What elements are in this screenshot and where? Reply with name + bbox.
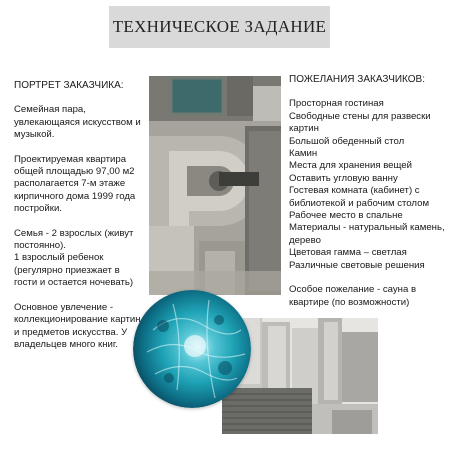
client-portrait-heading: ПОРТРЕТ ЗАКАЗЧИКА: [14, 80, 124, 91]
page-title: ТЕХНИЧЕСКОЕ ЗАДАНИЕ [112, 17, 327, 36]
wish-item: Гостевая комната (кабинет) с библиотекой и рабочим столом [289, 185, 430, 209]
client-wishes-heading: ПОЖЕЛАНИЯ ЗАКАЗЧИКОВ: [289, 74, 425, 85]
title-band [109, 6, 330, 48]
wish-item: Места для хранения вещей [289, 160, 412, 172]
wish-item: Свободные стены для развески картин [289, 110, 431, 135]
wish-item: Цветовая гамма – светлая [289, 247, 407, 259]
wish-item: Камин [289, 148, 318, 160]
wish-item: Просторная гостиная [289, 98, 384, 110]
wish-item: Различные световые решения [289, 259, 425, 271]
wish-item: Рабочее место в спальне [289, 210, 403, 222]
special-wish: Особое пожелание - сауна в квартире (по возможности) [289, 284, 417, 308]
client-portrait-text: Проектируемая квартира общей площадью 97,00 м2 располагается 7-м этаже кирпичного дома 1999 года постройки. [14, 153, 136, 215]
stone-architecture-photo [149, 76, 281, 295]
stone-architecture-illustration [149, 76, 281, 295]
client-portrait-section [14, 80, 142, 363]
wish-item: Материалы - натуральный камень, дерево [289, 222, 445, 246]
client-portrait-text: Основное увлечение - коллекционирование картин и предметов искусства. У владельцев много книг. [14, 301, 141, 350]
agate-illustration [133, 290, 251, 408]
agate-stone-disc [133, 290, 251, 408]
client-portrait-text: Семейная пара, увлекающаяся искусством и музыкой. [14, 104, 141, 141]
client-portrait-text [14, 228, 142, 290]
family-composition: Семья - 2 взрослых (живут постоянно). [14, 227, 134, 252]
wish-item: Оставить угловую ванну [289, 172, 398, 184]
client-wishes-section [289, 74, 445, 309]
wish-item: Большой обеденный стол [289, 135, 405, 147]
family-child: 1 взрослый ребенок (регулярно приезжает в гости и остается ночевать) [14, 252, 134, 289]
